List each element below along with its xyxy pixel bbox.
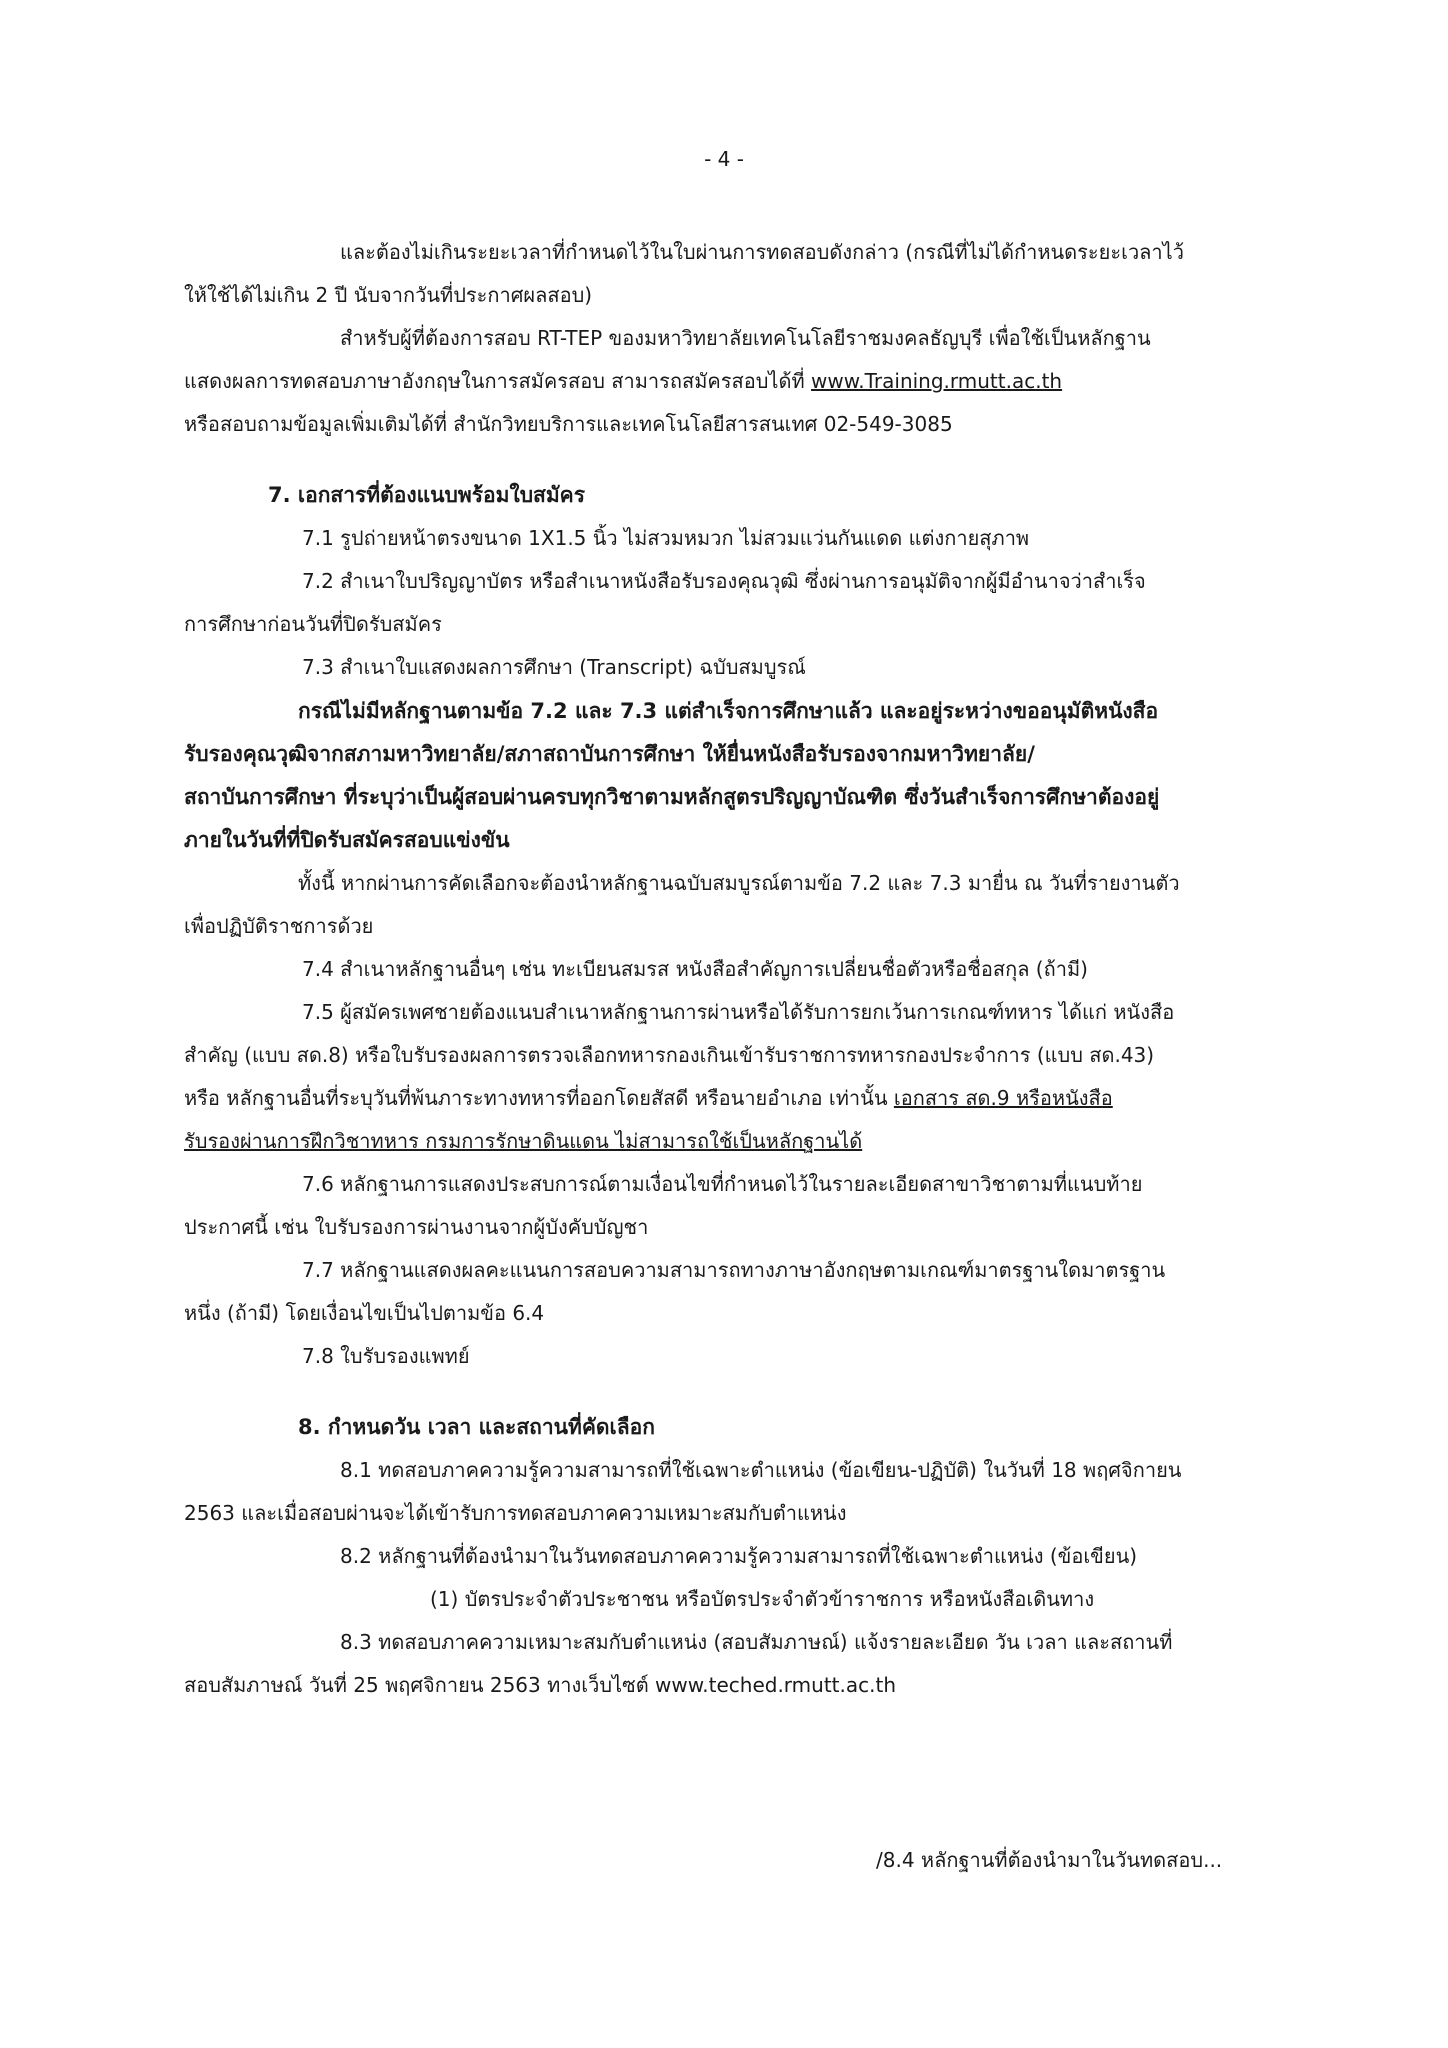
item-7-6-line-1: 7.6 หลักฐานการแสดงประสบการณ์ตามเงื่อนไขที่กำหนดไว้ในรายละเอียดสาขาวิชาตามที่แนบท้าย — [302, 1172, 1143, 1196]
intro-line-4 — [184, 366, 1062, 396]
section-8-heading: 8. กำหนดวัน เวลา และสถานที่คัดเลือก — [298, 1415, 655, 1439]
item-8-3-line-2: สอบสัมภาษณ์ วันที่ 25 พฤศจิกายน 2563 ทางเว็บไซต์ www.teched.rmutt.ac.th — [184, 1673, 897, 1697]
item-7-1: 7.1 รูปถ่ายหน้าตรงขนาด 1X1.5 นิ้ว ไม่สวมหมวก ไม่สวมแว่นกันแดด แต่งกายสุภาพ — [302, 526, 1030, 550]
item-8-3-line-1: 8.3 ทดสอบภาคความเหมาะสมกับตำแหน่ง (สอบสัมภาษณ์) แจ้งรายละเอียด วัน เวลา และสถานที่ — [340, 1630, 1173, 1654]
item-7-2-line-2: การศึกษาก่อนวันที่ปิดรับสมัคร — [184, 612, 442, 636]
bold-note-line-2: รับรองคุณวุฒิจากสภามหาวิทยาลัย/สภาสถาบันการศึกษา ให้ยื่นหนังสือรับรองจากมหาวิทยาลัย/ — [184, 742, 1035, 766]
item-7-5-underlined-1: เอกสาร สด.9 หรือหนังสือ — [893, 1086, 1113, 1110]
item-7-5-underlined-2: รับรองผ่านการฝึกวิชาทหาร กรมการรักษาดินแดน ไม่สามารถใช้เป็นหลักฐานได้ — [184, 1129, 863, 1153]
item-7-5-line-3-text: หรือ หลักฐานอื่นที่ระบุวันที่พ้นภาระทางทหารที่ออกโดยสัสดี หรือนายอำเภอ เท่านั้น — [184, 1086, 888, 1110]
section-7-heading: 7. เอกสารที่ต้องแนบพร้อมใบสมัคร — [268, 483, 586, 507]
intro-line-4-text: แสดงผลการทดสอบภาษาอังกฤษในการสมัครสอบ สามารถสมัครสอบได้ที่ — [184, 369, 805, 393]
item-7-6-line-2: ประกาศนี้ เช่น ใบรับรองการผ่านงานจากผู้บังคับบัญชา — [184, 1215, 649, 1239]
item-7-4: 7.4 สำเนาหลักฐานอื่นๆ เช่น ทะเบียนสมรส หนังสือสำคัญการเปลี่ยนชื่อตัวหรือชื่อสกุล (ถ้ามี) — [302, 957, 1088, 981]
page-number: - 4 - — [704, 147, 744, 171]
item-8-2-1: (1) บัตรประจำตัวประชาชน หรือบัตรประจำตัวข้าราชการ หรือหนังสือเดินทาง — [430, 1587, 1095, 1611]
intro-line-1: และต้องไม่เกินระยะเวลาที่กำหนดไว้ในใบผ่านการทดสอบดังกล่าว (กรณีที่ไม่ได้กำหนดระยะเวลาไว้ — [340, 240, 1184, 264]
item-8-1-line-2: 2563 และเมื่อสอบผ่านจะได้เข้ารับการทดสอบภาคความเหมาะสมกับตำแหน่ง — [184, 1501, 847, 1525]
intro-line-5: หรือสอบถามข้อมูลเพิ่มเติมได้ที่ สำนักวิทยบริการและเทคโนโลยีสารสนเทศ 02-549-3085 — [184, 412, 953, 436]
bold-note-line-1: กรณีไม่มีหลักฐานตามข้อ 7.2 และ 7.3 แต่สำเร็จการศึกษาแล้ว และอยู่ระหว่างขออนุมัติหนังสือ — [298, 699, 1159, 723]
item-7-7-line-1: 7.7 หลักฐานแสดงผลคะแนนการสอบความสามารถทางภาษาอังกฤษตามเกณฑ์มาตรฐานใดมาตรฐาน — [302, 1258, 1166, 1282]
note-line-1: ทั้งนี้ หากผ่านการคัดเลือกจะต้องนำหลักฐานฉบับสมบูรณ์ตามข้อ 7.2 และ 7.3 มายื่น ณ วันที่รายงานตัว — [298, 871, 1180, 895]
bold-note-line-4: ภายในวันที่ที่ปิดรับสมัครสอบแข่งขัน — [184, 828, 510, 852]
item-8-1-line-1: 8.1 ทดสอบภาคความรู้ความสามารถที่ใช้เฉพาะตำแหน่ง (ข้อเขียน-ปฏิบัติ) ในวันที่ 18 พฤศจิกายน — [340, 1458, 1182, 1482]
note-line-2: เพื่อปฏิบัติราชการด้วย — [184, 914, 374, 938]
item-7-5-line-2: สำคัญ (แบบ สด.8) หรือใบรับรองผลการตรวจเลือกทหารกองเกินเข้ารับราชการทหารกองประจำการ (แบบ สด.43) — [184, 1043, 1155, 1067]
continuation-note: /8.4 หลักฐานที่ต้องนำมาในวันทดสอบ... — [876, 1848, 1223, 1872]
item-7-3: 7.3 สำเนาใบแสดงผลการศึกษา (Transcript) ฉบับสมบูรณ์ — [302, 655, 806, 679]
item-7-7-line-2: หนึ่ง (ถ้ามี) โดยเงื่อนไขเป็นไปตามข้อ 6.4 — [184, 1301, 545, 1325]
item-7-5-line-1: 7.5 ผู้สมัครเพศชายต้องแนบสำเนาหลักฐานการผ่านหรือได้รับการยกเว้นการเกณฑ์ทหาร ได้แก่ หนังสือ — [302, 1000, 1175, 1024]
intro-line-3: สำหรับผู้ที่ต้องการสอบ RT-TEP ของมหาวิทยาลัยเทคโนโลยีราชมงคลธัญบุรี เพื่อใช้เป็นหลักฐาน — [340, 326, 1151, 350]
intro-line-2: ให้ใช้ได้ไม่เกิน 2 ปี นับจากวันที่ประกาศผลสอบ) — [184, 283, 593, 307]
item-7-8: 7.8 ใบรับรองแพทย์ — [302, 1344, 470, 1368]
training-link[interactable]: www.Training.rmutt.ac.th — [811, 369, 1063, 393]
bold-note-line-3: สถาบันการศึกษา ที่ระบุว่าเป็นผู้สอบผ่านครบทุกวิชาตามหลักสูตรปริญญาบัณฑิต ซึ่งวันสำเร็จการศึกษาต้องอยู่ — [184, 785, 1160, 809]
item-7-5-line-3 — [184, 1083, 1113, 1113]
item-8-2: 8.2 หลักฐานที่ต้องนำมาในวันทดสอบภาคความรู้ความสามารถที่ใช้เฉพาะตำแหน่ง (ข้อเขียน) — [340, 1544, 1138, 1568]
item-7-2-line-1: 7.2 สำเนาใบปริญญาบัตร หรือสำเนาหนังสือรับรองคุณวุฒิ ซึ่งผ่านการอนุมัติจากผู้มีอำนาจว่าสำเร็จ — [302, 569, 1146, 593]
